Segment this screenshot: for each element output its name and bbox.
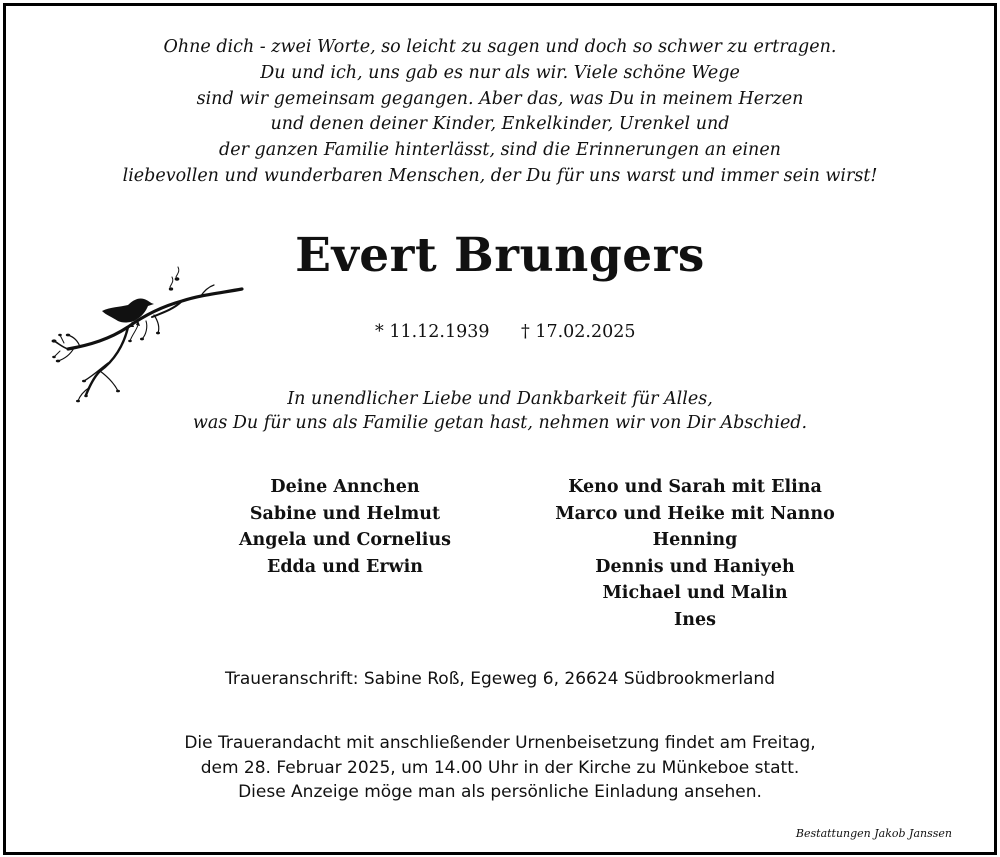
poem-line: Du und ich, uns gab es nur als wir. Viele schöne Wege [260, 62, 740, 83]
mourner-entry: Henning [652, 530, 738, 550]
service-info [0, 731, 1000, 805]
undertaker-credit: Bestattungen Jakob Janssen [795, 827, 952, 840]
service-line: dem 28. Februar 2025, um 14.00 Uhr in der Kirche zu Münkeboe statt. [200, 757, 800, 778]
farewell-line: was Du für uns als Familie getan hast, nehmen wir von Dir Abschied. [192, 413, 808, 433]
mourners-right-column [545, 474, 845, 633]
memorial-poem [0, 35, 1000, 190]
deceased-name: Evert Brungers [295, 228, 705, 283]
mourner-entry: Edda und Erwin [266, 556, 423, 577]
death-date: † 17.02.2025 [521, 322, 636, 342]
service-line: Diese Anzeige möge man als persönliche Einladung ansehen. [238, 782, 762, 802]
mourner-entry: Sabine und Helmut [249, 503, 441, 524]
mourner-entry: Deine Annchen [270, 477, 420, 497]
poem-line: und denen deiner Kinder, Enkelkinder, Urenkel und [270, 114, 730, 135]
poem-line: Ohne dich - zwei Worte, so leicht zu sagen und doch so schwer zu ertragen. [163, 37, 837, 57]
mourner-entry: Marco und Heike mit Nanno [555, 503, 835, 524]
service-line: Die Trauerandacht mit anschließender Urnenbeisetzung findet am Freitag, [184, 733, 816, 753]
farewell-line: In unendlicher Liebe und Dankbarkeit für Alles, [287, 389, 713, 409]
mourner-entry: Dennis und Haniyeh [595, 556, 795, 577]
mourner-entry: Keno und Sarah mit Elina [568, 477, 822, 497]
poem-line: sind wir gemeinsam gegangen. Aber das, was Du in meinem Herzen [196, 88, 804, 109]
mourner-entry: Angela und Cornelius [238, 530, 452, 550]
mourners-left-column [210, 474, 480, 580]
birth-date: * 11.12.1939 [375, 322, 490, 342]
poem-line: der ganzen Familie hinterlässt, sind die Erinnerungen an einen [219, 140, 781, 161]
farewell-text [0, 387, 1000, 435]
poem-line: liebevollen und wunderbaren Menschen, der Du für uns warst und immer sein wirst! [122, 165, 878, 186]
mourning-address: Traueranschrift: Sabine Roß, Egeweg 6, 26624 Südbrookmerland [225, 669, 775, 689]
mourner-entry: Michael und Malin [602, 583, 788, 603]
mourner-entry: Ines [674, 609, 716, 630]
